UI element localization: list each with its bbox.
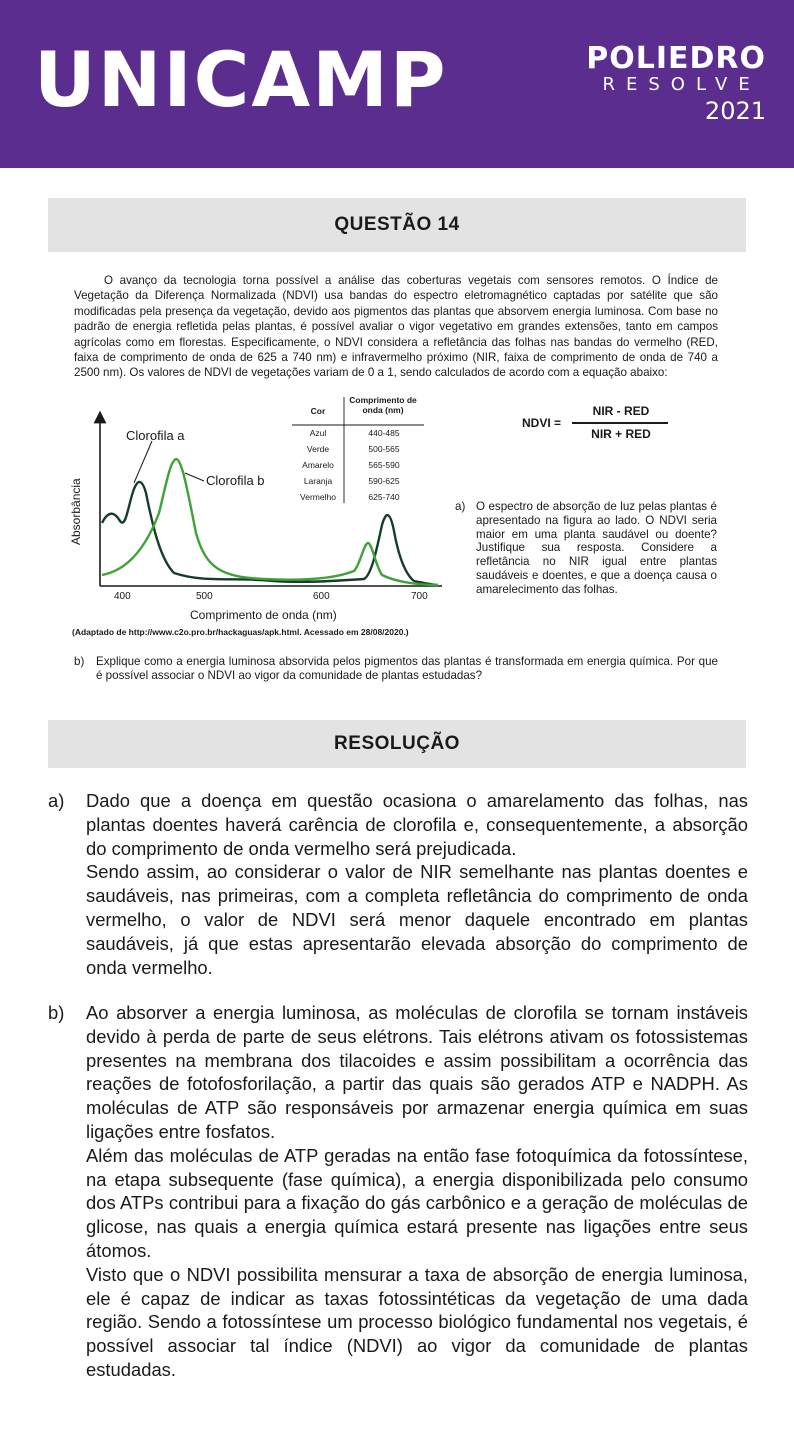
label-b-pointer <box>185 473 204 481</box>
poliedro-logo <box>586 41 766 126</box>
resolution-item-a <box>48 789 748 979</box>
table-cell-color: Vermelho <box>300 492 336 502</box>
exam-year: 2021 <box>704 96 766 125</box>
chart-svg <box>64 393 444 643</box>
equation-denominator: NIR + RED <box>591 427 651 441</box>
x-tick-label: 600 <box>313 591 330 602</box>
item-label: a) <box>455 500 466 513</box>
item-label: b) <box>74 655 85 668</box>
figure-source: (Adaptado de http://www.c2o.pro.br/hackaguas/apk.html. Acessado em 28/08/2020.) <box>72 627 409 637</box>
table-cell-range: 565-590 <box>368 460 400 470</box>
x-tick-label: 500 <box>196 591 213 602</box>
x-axis-label: Comprimento de onda (nm) <box>190 608 337 622</box>
item-label: a) <box>48 790 65 811</box>
table-cell-range: 590-625 <box>368 476 400 486</box>
item-text: Explique como a energia luminosa absorvida pelos pigmentos das plantas é transformada em energia química. Por que é possível associar o NDVI ao vigor da comunidade de plantas estudadas? <box>96 655 718 682</box>
resolution-paragraph: Visto que o NDVI possibilita mensurar a taxa de absorção de energia luminosa, ele é capaz de indicar as taxas fotossintéticas da vegetação de uma dada região. Sendo a fotossíntese um processo biológico fundamental nos vegetais, é possível associar tal índice (NDVI) ao vigor da comunidade de plantas estudadas. <box>86 1263 748 1380</box>
resolution-item-b <box>48 1001 748 1382</box>
resolution-paragraph: Além das moléculas de ATP geradas na então fase fotoquímica da fotossíntese, na etapa subsequente (fase química), a energia disponibilizada pelo consumo dos ATPs contribui para a fixação do gás carbônico e a geração de moléculas de glicose, nas quais a energia química estará presente nas ligações entre seus átomos. <box>86 1144 748 1261</box>
table-cell-color: Amarelo <box>302 460 334 470</box>
question-intro: O avanço da tecnologia torna possível a análise das coberturas vegetais com sensores remotos. O Índice de Vegetação da Diferença Normalizada (NDVI) usa bandas do espectro eletromagnético captadas por satélite que são modificadas pela presença da vegetação, devido aos pigmentos das plantas que absorvem energia luminosa. Com base no padrão de energia refletida pelas plantas, é possível avaliar o vigor vegetativo em grandes extensões, tanto em campos agrícolas como em florestas. Especificamente, o NDVI considera a refletância das folhas nas bandas do vermelho (RED, faixa de comprimento de onda de 625 a 740 nm) e infravermelho próximo (NIR, faixa de comprimento de onda de 740 a 2500 nm). Os valores de NDVI de vegetações variam de 0 a 1, sendo calculados de acordo com a equação abaixo: <box>74 274 718 380</box>
y-axis-label: Absorbância <box>69 478 83 545</box>
table-cell-color: Verde <box>306 444 330 454</box>
header-banner <box>0 0 794 168</box>
resolution-paragraph: Dado que a doença em questão ocasiona o amarelamento das folhas, nas plantas doentes haverá carência de clorofila e, consequentemente, a absorção do comprimento de onda vermelho será prejudicada. <box>86 790 748 859</box>
equation-numerator: NIR - RED <box>592 404 650 418</box>
wavelength-table <box>292 395 424 503</box>
resolution-title: RESOLUÇÃO <box>48 720 746 768</box>
label-chlorophyll-a: Clorofila a <box>126 428 185 443</box>
equation-lhs: NDVI = <box>522 416 562 430</box>
label-chlorophyll-b: Clorofila b <box>206 473 265 488</box>
question-item-b <box>74 655 718 683</box>
brand-name: POLIEDRO <box>586 41 766 76</box>
table-cell-range: 500-565 <box>368 444 400 454</box>
label-a-pointer <box>134 441 152 483</box>
resolution-paragraph: Sendo assim, ao considerar o valor de NIR semelhante nas plantas doentes e saudáveis, nas primeiras, com a completa refletância do comprimento de onda vermelho, o valor de NDVI será menor daquele encontrado em plantas saudáveis, já que estas apresentarão elevada absorção do comprimento de onda vermelho. <box>86 861 748 978</box>
table-cell-range: 440-485 <box>368 428 400 438</box>
resolution-paragraph: Ao absorver a energia luminosa, as moléculas de clorofila se tornam instáveis devido à perda de parte de seus elétrons. Tais elétrons ativam os fotossistemas presentes na membrana dos tilacoides e assim possibilitam a ocorrência das reações de fotofosforilação, a partir das quais são gerados ATP e NADPH. As moléculas de ATP são responsáveis por armazenar energia química em suas ligações entre fosfatos. <box>86 1002 748 1142</box>
table-header-wavelength: Comprimento de onda (nm) <box>349 395 417 415</box>
table-cell-range: 625-740 <box>368 492 400 502</box>
fraction-bar <box>572 422 668 424</box>
brand-subtitle: RESOLVE <box>602 74 761 95</box>
item-label: b) <box>48 1002 65 1023</box>
x-tick-label: 700 <box>411 591 428 602</box>
absorption-spectrum-chart <box>64 393 444 643</box>
x-tick-label: 400 <box>114 591 131 602</box>
table-header-cor: Cor <box>310 406 326 416</box>
question-item-a <box>455 500 717 597</box>
unicamp-logo: UNICAMP <box>34 35 448 124</box>
table-cell-color: Laranja <box>303 476 333 486</box>
question-title: QUESTÃO 14 <box>48 198 746 252</box>
ndvi-equation <box>522 402 672 444</box>
item-text: O espectro de absorção de luz pelas plantas é apresentado na figura ao lado. O NDVI seria maior em uma planta saudável ou doente? Justifique sua resposta. Considere a refletância no NIR igual entre plantas saudáveis e doentes, e que a doença causa o amarelecimento das folhas. <box>476 500 717 596</box>
table-cell-color: Azul <box>309 428 327 438</box>
